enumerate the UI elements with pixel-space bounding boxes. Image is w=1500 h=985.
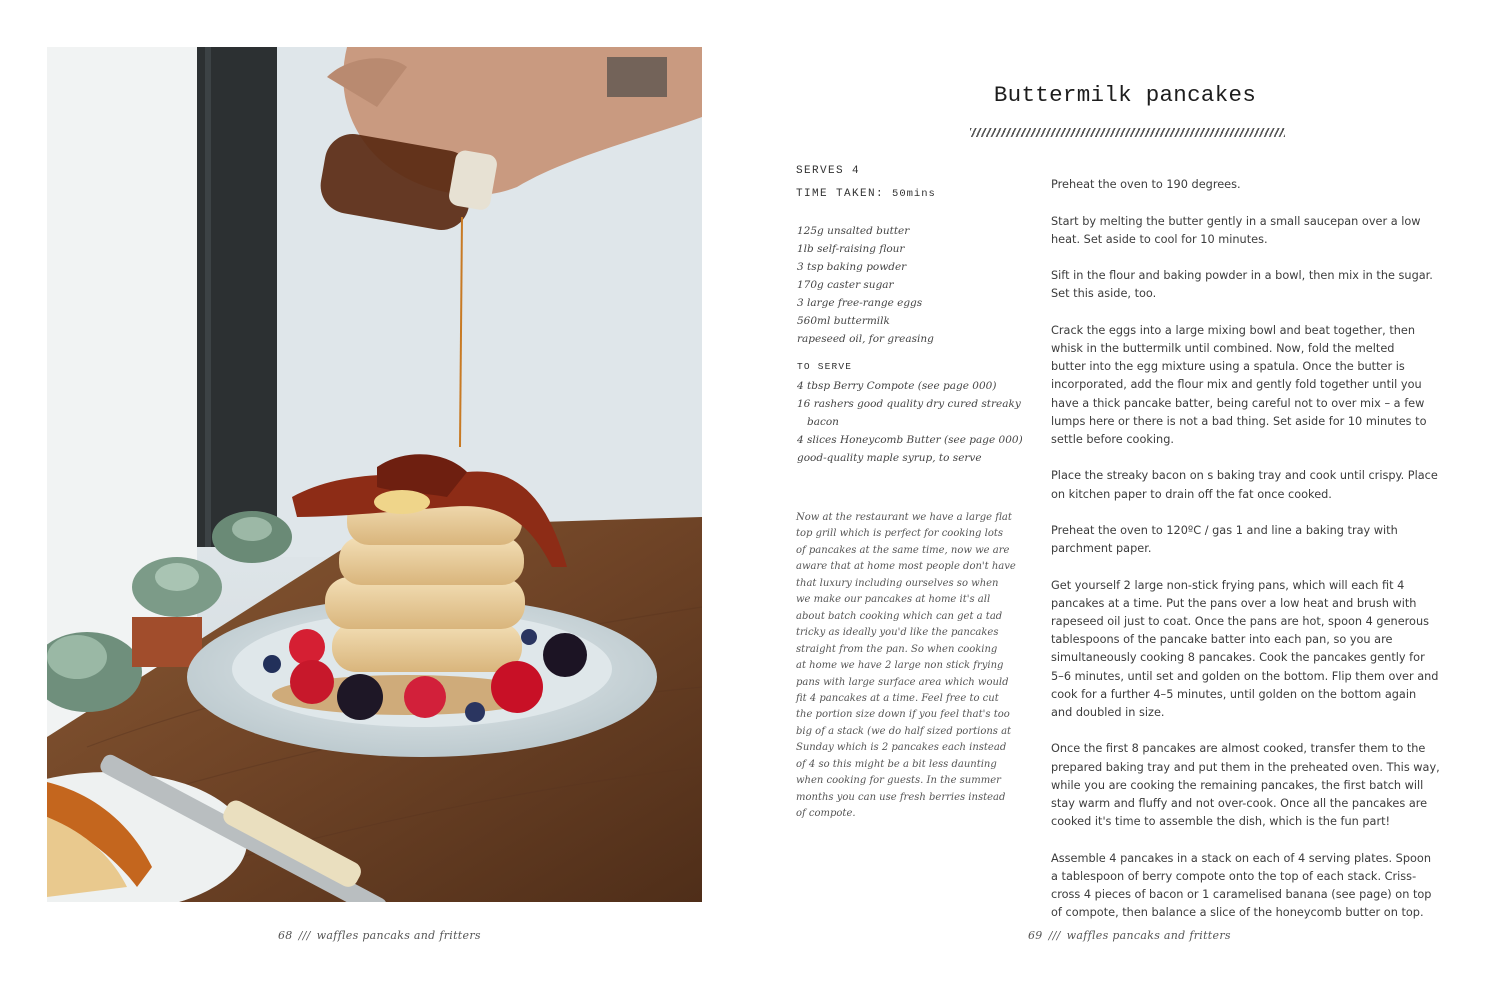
section-name-left: waffles pancaks and fritters xyxy=(316,929,481,942)
ingredient-item: 560ml buttermilk xyxy=(797,315,890,327)
method-line: Set this aside, too. xyxy=(1051,287,1157,301)
pancake-illustration xyxy=(47,47,702,902)
method-line: settle before cooking. xyxy=(1051,432,1174,446)
folio-separator-left: /// xyxy=(298,929,311,942)
section-name-right: waffles pancaks and fritters xyxy=(1066,929,1231,942)
method-line: Preheat the oven to 190 degrees. xyxy=(1051,178,1241,192)
note-line: straight from the pan. So when cooking xyxy=(796,643,998,655)
recipe-title: Buttermilk pancakes xyxy=(993,82,1257,108)
method-line: cook for a further 4–5 minutes, until golden on the bottom again xyxy=(1051,687,1417,701)
chef-note xyxy=(796,510,1026,823)
note-line: tricky as ideally you'd like the pancakes xyxy=(796,627,999,639)
to-serve-heading: TO SERVE xyxy=(797,361,853,372)
method-line: whisk in the buttermilk until combined. Now, fold the melted xyxy=(1051,341,1395,355)
note-line: the portion size down if you feel that's too xyxy=(796,709,1010,721)
method-line: simultaneously cooking 8 pancakes. Cook the pancakes gently for xyxy=(1051,651,1425,665)
note-line: pans with large surface area which would xyxy=(796,676,1009,688)
method-line: rapeseed oil just to coat. Once the pans are hot, spoon 4 generous xyxy=(1051,614,1430,628)
note-line: of pancakes at the same time, now we are xyxy=(796,544,1010,556)
method-line: Preheat the oven to 120ºC / gas 1 and line a baking tray with xyxy=(1051,523,1398,537)
to-serve-item: 16 rashers good quality dry cured streaky xyxy=(797,398,1021,410)
to-serve-item: good-quality maple syrup, to serve xyxy=(797,452,982,464)
ingredient-item: 3 tsp baking powder xyxy=(797,261,907,273)
method-line: Sift in the flour and baking powder in a bowl, then mix in the sugar. xyxy=(1051,269,1433,283)
method-line: Get yourself 2 large non-stick frying pans, which will each fit 4 xyxy=(1051,578,1405,592)
note-line: of compote. xyxy=(796,808,856,820)
page-footer-left xyxy=(278,929,481,942)
method-line: have a thick pancake batter, being careful not to over mix – a few xyxy=(1051,396,1425,410)
note-line: months you can use fresh berries instead xyxy=(796,791,1006,803)
page-number-right: 69 xyxy=(1028,929,1043,942)
note-line: about batch cooking which can get a tad xyxy=(796,610,1003,622)
note-line: of 4 so this might be a bit less daunting xyxy=(796,758,997,770)
to-serve-list xyxy=(797,377,1027,467)
page-number-left: 68 xyxy=(278,929,293,942)
note-line: Sunday which is 2 pancakes each instead xyxy=(796,742,1007,754)
ingredient-item: 1lb self-raising flour xyxy=(797,243,905,255)
method-line: prepared baking tray and put them in the preheated oven. This way, xyxy=(1051,760,1440,774)
method-line: incorporated, add the flour mix and gently fold together until you xyxy=(1051,378,1422,392)
recipe-photo xyxy=(47,47,702,902)
ingredient-item: 3 large free-range eggs xyxy=(797,297,923,309)
method-line: pancakes at a time. Put the pans over a low heat and brush with xyxy=(1051,596,1417,610)
method-line: 5–6 minutes, until set and golden on the bottom. Flip them over and xyxy=(1051,669,1439,683)
method-line: while you are cooking the remaining pancakes, the first batch will xyxy=(1051,778,1424,792)
time-label: TIME TAKEN: xyxy=(796,188,885,200)
note-line: when cooking for guests. In the summer xyxy=(796,775,1001,787)
to-serve-item: 4 slices Honeycomb Butter (see page 000) xyxy=(797,434,1023,446)
method-line: butter into the egg mixture using a spatula. Once the butter is xyxy=(1051,360,1405,374)
ingredient-item: rapeseed oil, for greasing xyxy=(797,333,934,345)
method-line: of compote, then balance a slice of the honeycomb butter on top. xyxy=(1051,906,1424,920)
folio-separator-right: /// xyxy=(1048,929,1061,942)
method-line: Once the first 8 pancakes are almost cooked, transfer them to the xyxy=(1051,742,1426,756)
page-footer-right xyxy=(1028,929,1231,942)
ingredient-item: 170g caster sugar xyxy=(797,279,894,291)
method-line: cooked it's time to assemble the dish, which is the fun part! xyxy=(1051,815,1391,829)
note-line: we make our pancakes at home it's all xyxy=(796,594,991,606)
method-line: Assemble 4 pancakes in a stack on each of 4 serving plates. Spoon xyxy=(1051,851,1432,865)
note-line: aware that at home most people don't have xyxy=(796,561,1016,573)
time-value: 50mins xyxy=(892,188,936,200)
note-line: at home we have 2 large non stick frying xyxy=(796,660,1004,672)
note-line: top grill which is perfect for cooking lots xyxy=(796,528,1003,540)
note-line: fit 4 pancakes at a time. Feel free to cut xyxy=(796,692,999,704)
method-line: Crack the eggs into a large mixing bowl and beat together, then xyxy=(1051,323,1416,337)
serves-label: SERVES 4 xyxy=(796,165,861,177)
note-line: Now at the restaurant we have a large flat xyxy=(796,512,1012,523)
note-line: big of a stack (we do half sized portions at xyxy=(796,725,1012,737)
ingredient-item: 125g unsalted butter xyxy=(797,225,910,237)
method-line: tablespoons of the pancake batter into each pan, so you are xyxy=(1051,633,1393,647)
method-line: lumps here or there is not a bad thing. Set aside for 10 minutes to xyxy=(1051,414,1427,428)
time-taken xyxy=(796,188,936,200)
to-serve-item: 4 tbsp Berry Compote (see page 000) xyxy=(797,380,997,392)
method-line: stay warm and fluffy and not over-cook. Once all the pancakes are xyxy=(1051,796,1428,810)
method-line: Place the streaky bacon on s baking tray and cook until crispy. Place xyxy=(1051,469,1438,483)
title-underline-ornament xyxy=(970,128,1285,137)
method-line: and doubled in size. xyxy=(1051,705,1165,719)
note-line: that luxury including ourselves so when xyxy=(796,577,999,589)
method-line: parchment paper. xyxy=(1051,542,1152,556)
to-serve-item: bacon xyxy=(807,416,839,428)
method-line: a tablespoon of berry compote onto the top of each stack. Criss- xyxy=(1051,869,1417,883)
method-steps xyxy=(1048,158,1456,942)
ingredients-list xyxy=(797,222,1027,348)
method-line: on kitchen paper to drain off the fat once cooked. xyxy=(1051,487,1332,501)
method-line: Start by melting the butter gently in a small saucepan over a low xyxy=(1051,214,1421,228)
method-line: cross 4 pieces of bacon or 1 caramelised banana (see page) on top xyxy=(1051,887,1432,901)
method-line: heat. Set aside to cool for 10 minutes. xyxy=(1051,232,1268,246)
